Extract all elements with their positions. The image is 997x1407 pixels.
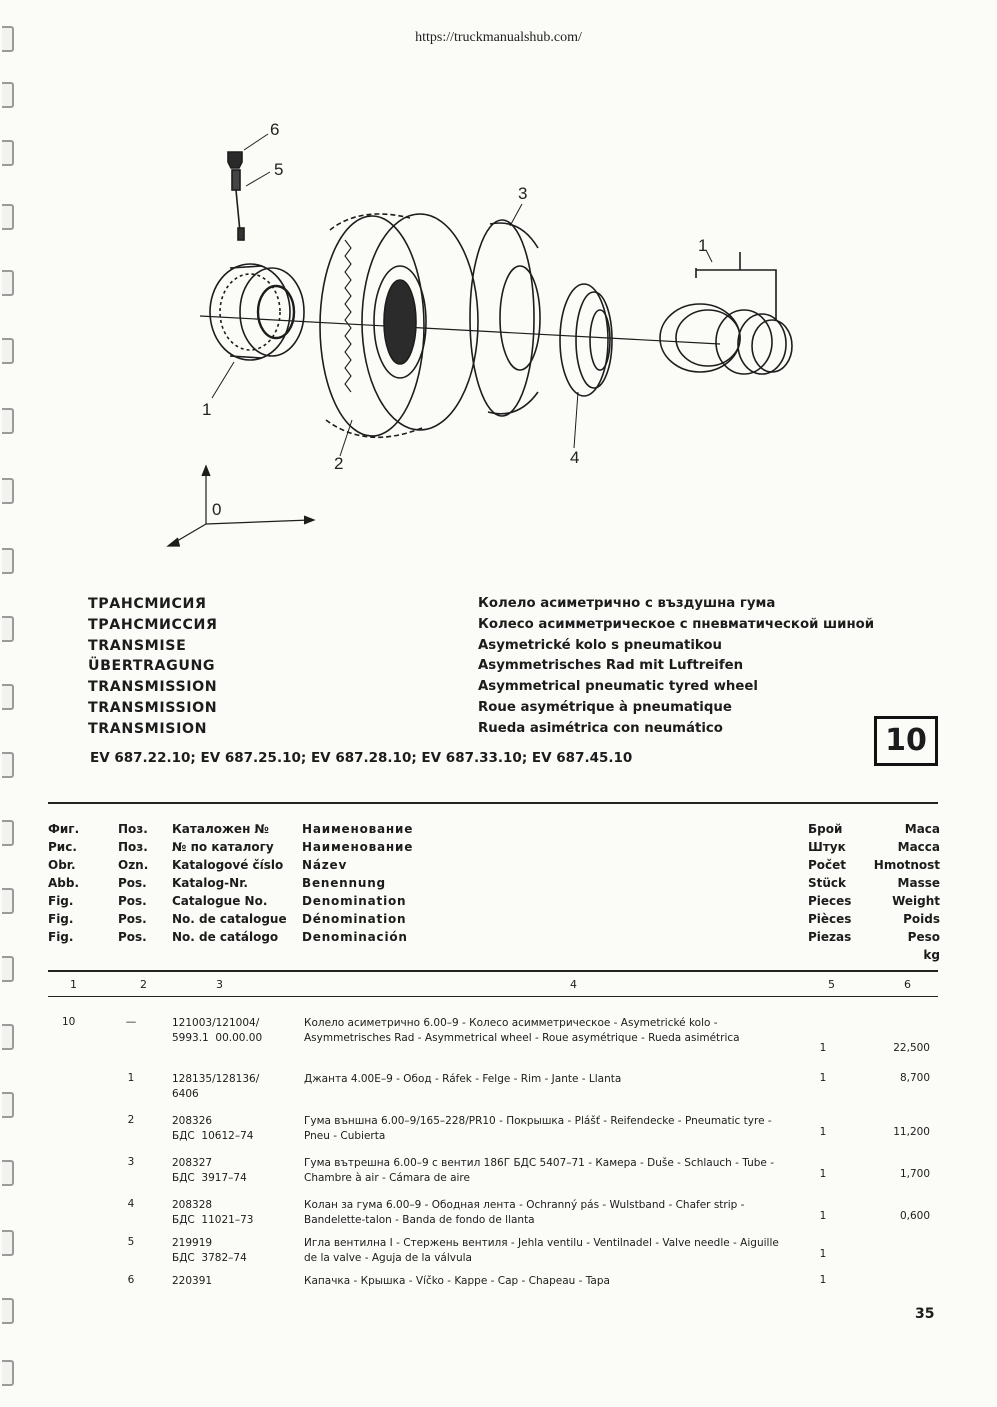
row-quantity: 1 [819,1042,827,1054]
row-position: — [125,1016,137,1028]
header-label: Наименование [302,822,414,836]
title-en: TRANSMISSION [88,679,218,696]
binder-tab [2,820,14,846]
source-url: https://truckmanualshub.com/ [415,30,582,45]
header-label: Фиг. [48,822,80,836]
name-ru: Колесо асимметрическое с пневматической шиной [478,616,875,632]
row-denomination: Джанта 4.00Е–9 - Обод - Ráfek - Felge - Rim - Jante - Llanta [304,1073,622,1085]
binder-tab [2,616,14,642]
transmission-title-list [88,594,218,740]
binder-tab [2,956,14,982]
header-label: Název [302,858,348,872]
header-label: Поз. [118,840,148,854]
inner-tube-part [470,220,540,416]
row-weight: 8,700 [899,1072,930,1084]
title-ru: ТРАНСМИССИЯ [88,616,218,633]
binder-tab [2,1160,14,1186]
header-label: Наименование [302,840,414,854]
header-label: Ozn. [118,858,149,872]
leader-line-1-rim [212,362,234,398]
callout-0: 0 [212,500,222,519]
callout-2: 2 [334,454,344,473]
header-label: Fig. [48,930,74,944]
binder-tab [2,1230,14,1256]
binder-tab [2,1298,14,1324]
row-catalogue-no: 208327 БДС 3917–74 [172,1157,247,1184]
header-col-catalogue [172,820,287,946]
row-catalogue-no: 220391 [172,1275,213,1287]
callout-3: 3 [518,184,528,203]
origin-axes [168,466,314,546]
row-denomination: Игла вентилна I - Стержень вентиля - Jehla ventilu - Ventilnadel - Valve needle - Aiguille de la valve - Aguja de la válvula [304,1237,779,1264]
header-col-pos [118,820,148,946]
header-bottom-rule [48,970,938,972]
header-label: Каталожен № [172,822,269,836]
assembly-name-list [478,594,874,740]
header-col-weight [840,820,940,964]
row-quantity: 1 [819,1248,827,1260]
title-es: TRANSMISION [88,720,208,737]
valve-needle-part [232,170,244,240]
header-label: Katalog-Nr. [172,876,248,890]
header-label: Weight [892,894,940,908]
leader-line-5 [246,172,270,186]
header-label: Fig. [48,894,74,908]
header-label: Počet [808,858,847,872]
header-label: Pos. [118,876,147,890]
tyre-part [320,214,478,437]
col-number-3: 3 [216,978,223,991]
header-label: Abb. [48,876,80,890]
row-weight: 11,200 [893,1126,930,1138]
col-number-5: 5 [828,978,835,991]
callout-6: 6 [270,120,280,139]
row-quantity: 1 [819,1168,827,1180]
header-label: Masse [897,876,940,890]
row-catalogue-no: 121003/121004/ 5993.1 00.00.00 [172,1017,263,1044]
chafer-strip-part [560,284,612,396]
model-codes: EV 687.22.10; EV 687.25.10; EV 687.28.10; EV 687.33.10; EV 687.45.10 [90,750,633,766]
section-number-box: 10 [874,716,938,766]
row-weight: 0,600 [899,1210,930,1222]
leader-line-3 [510,204,522,226]
row-weight: 1,700 [899,1168,930,1180]
assembly-axis-line [200,316,720,344]
header-label: Маса [904,822,940,836]
title-fr: TRANSMISSION [88,699,218,716]
header-label: № по каталогу [172,840,274,854]
row-catalogue-no: 208326 БДС 10612–74 [172,1115,254,1142]
name-fr: Roue asymétrique à pneumatique [478,699,732,715]
header-label: Stück [808,876,847,890]
name-bg: Колело асиметрично с въздушна гума [478,596,776,611]
header-col-name [302,820,413,946]
valve-cap-part [228,152,242,168]
row-position: 1 [127,1072,135,1084]
header-label: Штук [808,840,846,854]
row-position: 2 [127,1114,135,1126]
binder-tab [2,888,14,914]
leader-line-2 [340,420,352,456]
exploded-view-diagram [0,0,997,570]
row-position: 3 [127,1156,135,1168]
row-catalogue-no: 128135/128136/ 6406 [172,1073,260,1100]
name-en: Asymmetrical pneumatic tyred wheel [478,679,758,695]
colnum-bottom-rule [48,996,938,997]
header-label: Рис. [48,840,77,854]
header-label: Obr. [48,858,76,872]
binder-tab [2,752,14,778]
header-label: Pieces [808,894,852,908]
header-label: Dénomination [302,912,407,926]
row-denomination: Гума външна 6.00–9/165–228/PR10 - Покрышка - Plášť - Reifendecke - Pneumatic tyre - Pneu - Cubierta [304,1115,772,1142]
row-position: 6 [127,1274,135,1286]
header-label: Pos. [118,912,147,926]
header-label: Fig. [48,912,74,926]
row-quantity: 1 [819,1274,827,1286]
row-quantity: 1 [819,1072,827,1084]
name-cs: Asymetrické kolo s pneumatikou [478,637,723,653]
table-top-rule [48,802,938,804]
header-label: Poids [903,912,940,926]
row-position: 4 [127,1198,135,1210]
row-denomination: Колело асиметрично 6.00–9 - Колесо асимметрическое - Asymetrické kolo - Asymmetrisches Rad - Asymmetrical wheel - Roue asymétrique - Rueda asimétrica [304,1017,740,1044]
title-de: ÜBERTRAGUNG [88,658,216,675]
row-catalogue-no: 219919 БДС 3782–74 [172,1237,247,1264]
header-label: Pièces [808,912,852,926]
row-weight: 22,500 [893,1042,930,1054]
row-denomination: Колан за гума 6.00–9 - Ободная лента - Ochranný pás - Wulstband - Chafer strip - Bandelette-talon - Banda de fondo de llanta [304,1199,745,1226]
callout-1-rim: 1 [202,400,212,419]
row-fig: 10 [62,1016,76,1028]
binder-tab [2,1092,14,1118]
header-label: Peso [907,930,940,944]
callout-1-rings: 1 [698,236,708,255]
title-bg: ТРАНСМИСИЯ [88,596,207,612]
row-quantity: 1 [819,1210,827,1222]
header-label: kg [923,948,940,962]
header-label: Denomination [302,894,407,908]
leader-line-4 [574,392,578,448]
header-col-fig [48,820,79,946]
title-cs: TRANSMISE [88,637,187,654]
rim-part [210,264,304,360]
row-position: 5 [127,1236,135,1248]
binder-tab [2,684,14,710]
row-denomination: Капачка - Крышка - Víčko - Kappe - Cap - Chapeau - Tapa [304,1275,610,1287]
name-de: Asymmetrisches Rad mit Luftreifen [478,658,744,674]
header-label: Catalogue No. [172,894,268,908]
header-label: No. de catalogue [172,912,287,926]
col-number-2: 2 [140,978,147,991]
binder-tab [2,1360,14,1386]
binder-tab [2,1024,14,1050]
row-denomination: Гума вътрешна 6.00–9 с вентил 186Г БДС 5407–71 - Камера - Duše - Schlauch - Tube - Chambre à air - Cámara de aire [304,1157,775,1184]
leader-line-6 [244,134,268,150]
page-number: 35 [915,1306,935,1322]
header-label: Поз. [118,822,148,836]
row-catalogue-no: 208328 БДС 11021–73 [172,1199,254,1226]
header-label: Denominación [302,930,408,944]
header-label: Pos. [118,894,147,908]
header-label: Katalogové číslo [172,858,284,872]
col-number-4: 4 [570,978,577,991]
col-number-1: 1 [70,978,77,991]
name-es: Rueda asimétrica con neumático [478,720,723,736]
callout-5: 5 [274,160,284,179]
row-quantity: 1 [819,1126,827,1138]
col-number-6: 6 [904,978,911,991]
header-label: Брой [808,822,843,836]
header-label: Масса [897,840,940,854]
callout-4: 4 [570,448,580,467]
header-label: Benennung [302,876,386,890]
header-label: Hmotnost [873,858,940,872]
header-label: Piezas [808,930,852,944]
header-label: Pos. [118,930,147,944]
header-label: No. de catálogo [172,930,279,944]
split-rim-rings-part [660,252,792,374]
